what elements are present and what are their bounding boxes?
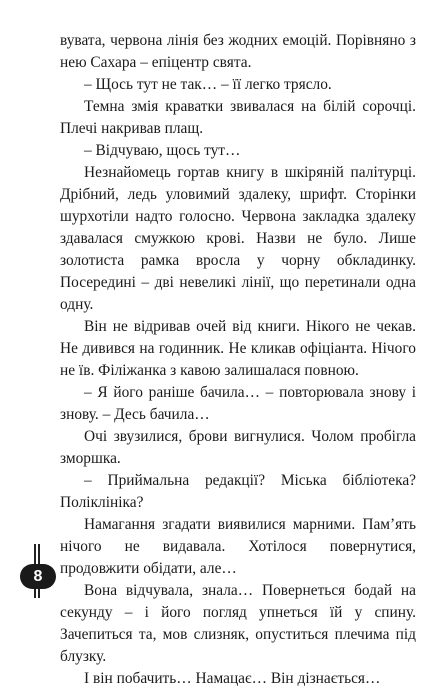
paragraph: – Відчуваю, щось тут… (84, 142, 241, 159)
paragraph: І він побачить… Намацає… Він дізнається… (84, 670, 381, 687)
paragraph: Незнайомець гортав книгу в шкіряній палітурці. Дрібний, ледь уловимий здалеку, шрифт. Сторінки шурхотіли надто голосно. Червона закладка здалеку здавалася смужкою крові. Назви не було. Лише золотиста рамка вросла у чорну обкладинку. Посередині – дві невеликі лінії, що перетинали одна одну. (60, 164, 416, 313)
page-number-badge: 8 (20, 564, 56, 589)
paragraph: вувата, червона лінія без жодних емоцій. Порівняно з нею Сахара – епіцентр свята. (60, 32, 416, 71)
paragraph: Він не відривав очей від книги. Нікого не чекав. Не дивився на годинник. Не кликав офіціанта. Нічого не їв. Філіжанка з кавою залишалася повною. (60, 318, 416, 379)
paragraph: Темна змія краватки звивалася на білій сорочці. Плечі накривав плащ. (60, 98, 416, 137)
paragraph: Очі звузилися, брови вигнулися. Чолом пробігла зморшка. (60, 428, 416, 467)
paragraph: – Я його раніше бачила… – повторювала знову і знову. – Десь бачила… (60, 384, 416, 423)
paragraph: Намагання згадати виявилися марними. Пам’ять нічого не видавала. Хотілося повернутися, продовжити обідати, але… (60, 516, 416, 577)
paragraph: – Приймальна редакції? Міська бібліотека? Поліклініка? (60, 472, 416, 511)
paragraph: – Щось тут не так… – її легко трясло. (84, 76, 332, 93)
page-footer (20, 544, 70, 598)
page-text (60, 30, 416, 690)
paragraph: Вона відчувала, знала… Повернеться бодай на секунду – і його погляд упнеться їй у спину. Зачепиться та, мов слизняк, опуститься плечима під блузку. (60, 582, 416, 665)
